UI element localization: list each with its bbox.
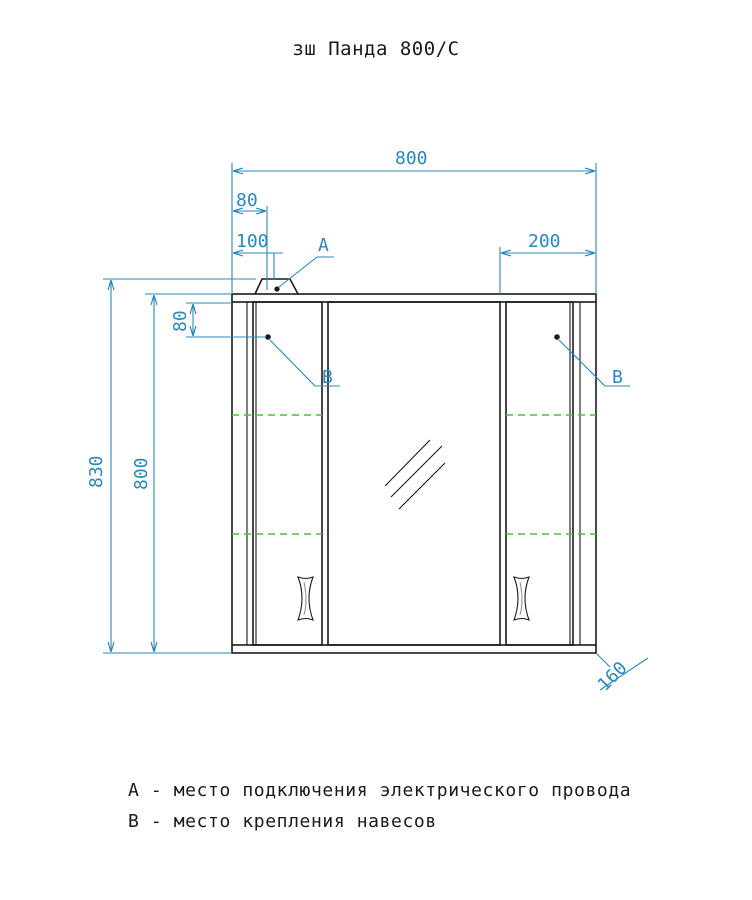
- dim-80-top: 80: [236, 190, 258, 211]
- bottom-plinth: [232, 645, 596, 653]
- dim-160: 160: [593, 657, 632, 696]
- right-door-handle: [514, 577, 529, 620]
- marker-b-right: B: [612, 367, 623, 388]
- leader-b-left: [270, 340, 315, 386]
- dim-100: 100: [236, 231, 269, 252]
- dim-200: 200: [528, 231, 561, 252]
- marker-b-left: B: [322, 367, 333, 388]
- left-door: [253, 302, 322, 645]
- top-cornice: [232, 294, 596, 302]
- drawing-title: зш Панда 800/С: [292, 38, 460, 60]
- leader-b-right: [559, 340, 605, 386]
- dim-80-mount: 80: [170, 310, 191, 332]
- left-door-handle: [298, 577, 313, 620]
- mount-point-right: [554, 334, 560, 340]
- mirror-glare: [385, 440, 445, 509]
- dim-800-height: 800: [131, 457, 152, 490]
- dimensions: [86, 148, 648, 696]
- dim-830: 830: [86, 455, 107, 488]
- legend-b: B - место крепления навесов: [128, 811, 437, 832]
- mount-point-left: [265, 334, 271, 340]
- leader-a: [279, 257, 317, 287]
- cabinet-body: [232, 279, 596, 653]
- dim-800-width: 800: [395, 148, 428, 169]
- legend-a: A - место подключения электрического провода: [128, 780, 632, 801]
- wire-point: [274, 286, 279, 291]
- right-door: [506, 302, 573, 645]
- marker-a: A: [318, 235, 329, 256]
